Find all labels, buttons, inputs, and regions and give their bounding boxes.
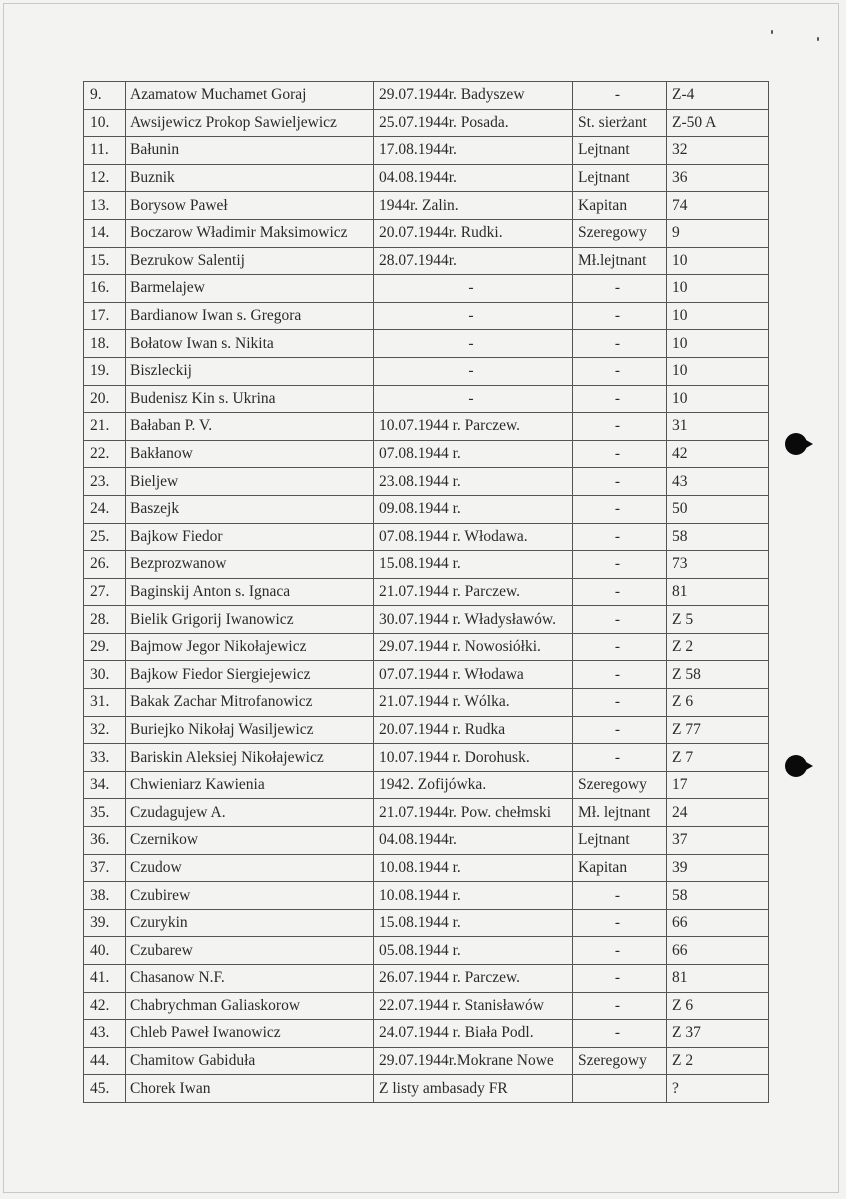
row-number: 25. (84, 523, 126, 551)
death-date-place: 10.08.1944 r. (374, 882, 573, 910)
grave-location: Z 58 (667, 661, 769, 689)
soldier-name: Bakłanow (126, 440, 374, 468)
row-number: 24. (84, 495, 126, 523)
military-rank: - (573, 965, 667, 993)
table-row (84, 909, 769, 937)
grave-location: 73 (667, 551, 769, 579)
row-number: 13. (84, 192, 126, 220)
military-rank: - (573, 909, 667, 937)
row-number: 37. (84, 854, 126, 882)
row-number: 17. (84, 302, 126, 330)
row-number: 18. (84, 330, 126, 358)
grave-location: Z 5 (667, 606, 769, 634)
military-rank: - (573, 523, 667, 551)
table-row (84, 302, 769, 330)
soldier-name: Chamitow Gabiduła (126, 1047, 374, 1075)
death-date-place: 07.08.1944 r. Włodawa. (374, 523, 573, 551)
row-number: 19. (84, 357, 126, 385)
row-number: 29. (84, 633, 126, 661)
table-row (84, 965, 769, 993)
scan-speck (817, 37, 819, 41)
death-date-place: 29.07.1944 r. Nowosiółki. (374, 633, 573, 661)
soldier-name: Bajkow Fiedor Siergiejewicz (126, 661, 374, 689)
row-number: 45. (84, 1075, 126, 1103)
table-row (84, 937, 769, 965)
death-date-place: 1944r. Zalin. (374, 192, 573, 220)
military-rank: - (573, 551, 667, 579)
military-rank: Szeregowy (573, 219, 667, 247)
military-rank: - (573, 275, 667, 303)
row-number: 34. (84, 771, 126, 799)
death-date-place: 1942. Zofijówka. (374, 771, 573, 799)
soldier-name: Bajkow Fiedor (126, 523, 374, 551)
table-row (84, 689, 769, 717)
table-row (84, 716, 769, 744)
row-number: 14. (84, 219, 126, 247)
table-row (84, 137, 769, 165)
grave-location: Z 2 (667, 633, 769, 661)
death-date-place: 10.08.1944 r. (374, 854, 573, 882)
grave-location: 36 (667, 164, 769, 192)
table-row (84, 192, 769, 220)
death-date-place: Z listy ambasady FR (374, 1075, 573, 1103)
grave-location: 58 (667, 882, 769, 910)
soldier-name: Boczarow Władimir Maksimowicz (126, 219, 374, 247)
row-number: 9. (84, 82, 126, 110)
punch-hole (785, 433, 807, 455)
row-number: 33. (84, 744, 126, 772)
row-number: 36. (84, 827, 126, 855)
military-rank: - (573, 716, 667, 744)
row-number: 31. (84, 689, 126, 717)
military-rank: Mł. lejtnant (573, 799, 667, 827)
death-date-place: 07.08.1944 r. (374, 440, 573, 468)
table-row (84, 82, 769, 110)
table-row (84, 275, 769, 303)
military-rank: - (573, 633, 667, 661)
table-row (84, 109, 769, 137)
table-row (84, 744, 769, 772)
military-rank: Szeregowy (573, 1047, 667, 1075)
table-row (84, 440, 769, 468)
grave-location: Z 37 (667, 1020, 769, 1048)
grave-location: 10 (667, 385, 769, 413)
grave-location: Z 6 (667, 689, 769, 717)
row-number: 32. (84, 716, 126, 744)
row-number: 11. (84, 137, 126, 165)
death-date-place: 04.08.1944r. (374, 164, 573, 192)
grave-location: 31 (667, 413, 769, 441)
row-number: 12. (84, 164, 126, 192)
grave-location: 81 (667, 578, 769, 606)
soldier-name: Czernikow (126, 827, 374, 855)
row-number: 43. (84, 1020, 126, 1048)
soldier-name: Chabrychman Galiaskorow (126, 992, 374, 1020)
grave-location: 66 (667, 937, 769, 965)
death-date-place: - (374, 275, 573, 303)
death-date-place: 09.08.1944 r. (374, 495, 573, 523)
row-number: 15. (84, 247, 126, 275)
soldier-name: Czudow (126, 854, 374, 882)
grave-location: 10 (667, 357, 769, 385)
military-rank: Lejtnant (573, 164, 667, 192)
soldier-name: Bariskin Aleksiej Nikołajewicz (126, 744, 374, 772)
table-row (84, 992, 769, 1020)
soldier-name: Budenisz Kin s. Ukrina (126, 385, 374, 413)
death-date-place: 21.07.1944r. Pow. chełmski (374, 799, 573, 827)
soldier-name: Chorek Iwan (126, 1075, 374, 1103)
soldier-name: Borysow Paweł (126, 192, 374, 220)
table-row (84, 247, 769, 275)
table-row (84, 882, 769, 910)
row-number: 39. (84, 909, 126, 937)
military-rank: Lejtnant (573, 137, 667, 165)
table-row (84, 578, 769, 606)
death-date-place: 28.07.1944r. (374, 247, 573, 275)
table-row (84, 413, 769, 441)
military-rank: - (573, 689, 667, 717)
military-rank: - (573, 661, 667, 689)
death-date-place: 10.07.1944 r. Parczew. (374, 413, 573, 441)
death-date-place: 15.08.1944 r. (374, 909, 573, 937)
military-rank: Szeregowy (573, 771, 667, 799)
death-date-place: 23.08.1944 r. (374, 468, 573, 496)
death-date-place: 20.07.1944 r. Rudka (374, 716, 573, 744)
military-rank: - (573, 495, 667, 523)
death-date-place: 29.07.1944r. Badyszew (374, 82, 573, 110)
soldier-name: Czurykin (126, 909, 374, 937)
death-date-place: 26.07.1944 r. Parczew. (374, 965, 573, 993)
table-row (84, 468, 769, 496)
table-row (84, 633, 769, 661)
death-date-place: 21.07.1944 r. Parczew. (374, 578, 573, 606)
grave-location: Z-50 A (667, 109, 769, 137)
table-row (84, 523, 769, 551)
soldier-name: Buriejko Nikołaj Wasiljewicz (126, 716, 374, 744)
soldier-name: Bałaban P. V. (126, 413, 374, 441)
table-row (84, 827, 769, 855)
grave-location: 32 (667, 137, 769, 165)
military-rank: - (573, 882, 667, 910)
soldier-name: Bardianow Iwan s. Gregora (126, 302, 374, 330)
grave-location: 81 (667, 965, 769, 993)
military-rank: - (573, 606, 667, 634)
soldier-name: Bezrukow Salentij (126, 247, 374, 275)
table-row (84, 1047, 769, 1075)
soldier-name: Baginskij Anton s. Ignaca (126, 578, 374, 606)
military-rank: - (573, 744, 667, 772)
soldier-name: Bakak Zachar Mitrofanowicz (126, 689, 374, 717)
grave-location: Z 6 (667, 992, 769, 1020)
military-rank: - (573, 385, 667, 413)
table-row (84, 330, 769, 358)
grave-location: ? (667, 1075, 769, 1103)
death-date-place: - (374, 385, 573, 413)
row-number: 44. (84, 1047, 126, 1075)
grave-location: 50 (667, 495, 769, 523)
row-number: 40. (84, 937, 126, 965)
grave-location: 58 (667, 523, 769, 551)
row-number: 38. (84, 882, 126, 910)
military-rank: Kapitan (573, 854, 667, 882)
scan-speck (771, 30, 773, 34)
military-rank (573, 1075, 667, 1103)
row-number: 35. (84, 799, 126, 827)
grave-location: 66 (667, 909, 769, 937)
soldier-name: Azamatow Muchamet Goraj (126, 82, 374, 110)
grave-location: Z 77 (667, 716, 769, 744)
table-row (84, 661, 769, 689)
row-number: 30. (84, 661, 126, 689)
death-date-place: - (374, 357, 573, 385)
military-rank: - (573, 302, 667, 330)
death-date-place: 22.07.1944 r. Stanisławów (374, 992, 573, 1020)
grave-location: 17 (667, 771, 769, 799)
grave-location: 9 (667, 219, 769, 247)
soldier-name: Barmelajew (126, 275, 374, 303)
grave-location: 10 (667, 247, 769, 275)
soldier-name: Czubirew (126, 882, 374, 910)
table-row (84, 164, 769, 192)
military-rank: - (573, 1020, 667, 1048)
death-date-place: 20.07.1944r. Rudki. (374, 219, 573, 247)
row-number: 28. (84, 606, 126, 634)
grave-location: 37 (667, 827, 769, 855)
military-rank: - (573, 468, 667, 496)
military-rank: Kapitan (573, 192, 667, 220)
death-date-place: 29.07.1944r.Mokrane Nowe (374, 1047, 573, 1075)
military-rank: Mł.lejtnant (573, 247, 667, 275)
death-date-place: 30.07.1944 r. Władysławów. (374, 606, 573, 634)
soldier-list-body (84, 82, 769, 1103)
grave-location: 24 (667, 799, 769, 827)
soldier-name: Bołatow Iwan s. Nikita (126, 330, 374, 358)
soldier-list-table (83, 81, 769, 1103)
soldier-name: Bezprozwanow (126, 551, 374, 579)
military-rank: - (573, 440, 667, 468)
military-rank: - (573, 357, 667, 385)
row-number: 10. (84, 109, 126, 137)
table-row (84, 799, 769, 827)
grave-location: Z 2 (667, 1047, 769, 1075)
soldier-name: Bajmow Jegor Nikołajewicz (126, 633, 374, 661)
soldier-name: Chasanow N.F. (126, 965, 374, 993)
table-row (84, 495, 769, 523)
soldier-name: Biszleckij (126, 357, 374, 385)
death-date-place: 07.07.1944 r. Włodawa (374, 661, 573, 689)
table-row (84, 385, 769, 413)
row-number: 27. (84, 578, 126, 606)
death-date-place: 24.07.1944 r. Biała Podl. (374, 1020, 573, 1048)
grave-location: 10 (667, 330, 769, 358)
row-number: 20. (84, 385, 126, 413)
military-rank: - (573, 82, 667, 110)
grave-location: 74 (667, 192, 769, 220)
death-date-place: 05.08.1944 r. (374, 937, 573, 965)
punch-hole (785, 755, 807, 777)
military-rank: - (573, 330, 667, 358)
grave-location: 42 (667, 440, 769, 468)
row-number: 26. (84, 551, 126, 579)
soldier-name: Czudagujew A. (126, 799, 374, 827)
row-number: 42. (84, 992, 126, 1020)
soldier-name: Bałunin (126, 137, 374, 165)
row-number: 21. (84, 413, 126, 441)
table-row (84, 1075, 769, 1103)
table-row (84, 606, 769, 634)
row-number: 41. (84, 965, 126, 993)
death-date-place: - (374, 330, 573, 358)
table-row (84, 771, 769, 799)
table-row (84, 357, 769, 385)
row-number: 16. (84, 275, 126, 303)
military-rank: Lejtnant (573, 827, 667, 855)
grave-location: Z 7 (667, 744, 769, 772)
soldier-name: Buznik (126, 164, 374, 192)
soldier-name: Awsijewicz Prokop Sawieljewicz (126, 109, 374, 137)
soldier-name: Czubarew (126, 937, 374, 965)
table-row (84, 1020, 769, 1048)
death-date-place: 21.07.1944 r. Wólka. (374, 689, 573, 717)
death-date-place: - (374, 302, 573, 330)
death-date-place: 04.08.1944r. (374, 827, 573, 855)
death-date-place: 10.07.1944 r. Dorohusk. (374, 744, 573, 772)
soldier-name: Bieljew (126, 468, 374, 496)
table-row (84, 219, 769, 247)
military-rank: - (573, 992, 667, 1020)
grave-location: 43 (667, 468, 769, 496)
military-rank: St. sierżant (573, 109, 667, 137)
row-number: 22. (84, 440, 126, 468)
death-date-place: 25.07.1944r. Posada. (374, 109, 573, 137)
grave-location: 39 (667, 854, 769, 882)
grave-location: 10 (667, 302, 769, 330)
death-date-place: 15.08.1944 r. (374, 551, 573, 579)
grave-location: Z-4 (667, 82, 769, 110)
military-rank: - (573, 413, 667, 441)
soldier-name: Baszejk (126, 495, 374, 523)
military-rank: - (573, 937, 667, 965)
table-row (84, 854, 769, 882)
soldier-name: Bielik Grigorij Iwanowicz (126, 606, 374, 634)
death-date-place: 17.08.1944r. (374, 137, 573, 165)
table-row (84, 551, 769, 579)
row-number: 23. (84, 468, 126, 496)
soldier-name: Chwieniarz Kawienia (126, 771, 374, 799)
military-rank: - (573, 578, 667, 606)
soldier-name: Chleb Paweł Iwanowicz (126, 1020, 374, 1048)
grave-location: 10 (667, 275, 769, 303)
